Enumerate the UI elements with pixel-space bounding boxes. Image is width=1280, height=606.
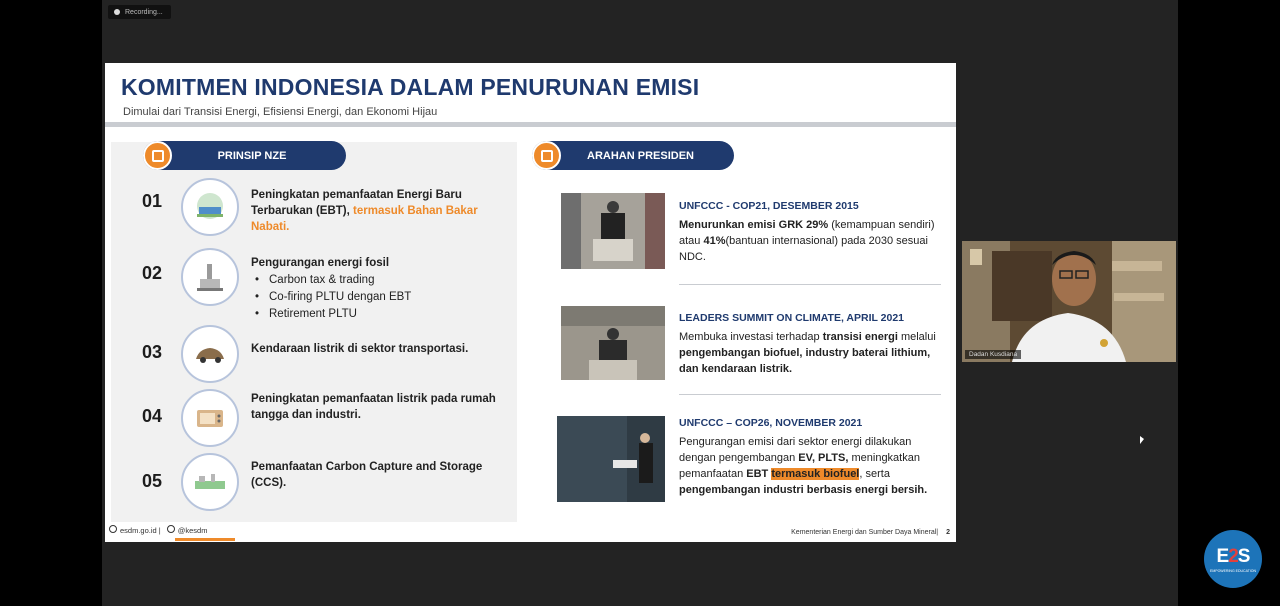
page-number: 2 (946, 529, 950, 536)
arahan-heading: LEADERS SUMMIT ON CLIMATE, APRIL 2021 (679, 312, 904, 324)
arahan-item (679, 198, 941, 265)
bullet-item: • Co-firing PLTU dengan EBT (251, 289, 507, 306)
slide-title: KOMITMEN INDONESIA DALAM PENURUNAN EMISI (121, 74, 700, 100)
ccs-facility-icon (181, 453, 239, 511)
highlight-biofuel: termasuk biofuel (771, 468, 860, 480)
arahan-body: Membuka investasi terhadap transisi energi melalui pengembangan biofuel, industry baterai lithium, dan kendaraan listrik. (679, 331, 936, 375)
nze-pill-label: PRINSIP NZE (217, 149, 287, 162)
nze-number: 02 (142, 263, 163, 283)
recording-indicator (108, 5, 171, 19)
slide-footer-left (109, 525, 207, 535)
nze-pill (143, 141, 346, 170)
logo-text: E2S (1216, 545, 1250, 567)
footer-web: esdm.go.id | (109, 525, 161, 535)
recording-label: Recording... (125, 8, 163, 16)
nze-bullets (251, 272, 507, 323)
logo-tagline: EMPOWERING EDUCATION (1209, 568, 1257, 573)
participant-name: Dadan Kusdiana (965, 350, 1021, 359)
shared-slide (105, 63, 956, 542)
arahan-divider (679, 284, 941, 285)
cop26-photo (557, 416, 665, 502)
electric-car-icon (181, 325, 239, 383)
nze-text: Kendaraan listrik di sektor transportasi. (251, 343, 469, 355)
mouse-cursor-icon (1140, 436, 1144, 444)
nze-number: 05 (142, 471, 163, 491)
record-icon (114, 9, 120, 15)
nze-number: 01 (142, 191, 163, 211)
nze-text-main: Peningkatan pemanfaatan Energi Baru Terbarukan (EBT), (251, 189, 462, 217)
footer-ig: @kesdm (167, 525, 208, 535)
arahan-item (679, 310, 941, 377)
document-icon (532, 141, 561, 170)
document-icon (143, 141, 172, 170)
nze-text: Peningkatan pemanfaatan listrik pada rumah tangga dan industri. (251, 393, 496, 421)
arahan-heading: UNFCCC - COP21, DESEMBER 2015 (679, 200, 859, 212)
arahan-item (679, 415, 941, 498)
arahan-body: Menurunkan emisi GRK 29% (kemampuan sendiri) atau 41%(bantuan internasional) pada 2030 sesuai NDC. (679, 219, 935, 263)
participant-video[interactable] (962, 241, 1176, 362)
power-plant-icon (181, 248, 239, 306)
slide-footer-right: Kementerian Energi dan Sumber Daya Mineral| 2 (791, 529, 950, 536)
bullet-item: • Carbon tax & trading (251, 272, 507, 289)
letterbox-right (1178, 0, 1280, 606)
title-divider (105, 122, 956, 127)
appliance-icon (181, 389, 239, 447)
solar-panel-icon (181, 178, 239, 236)
cop21-photo (561, 193, 665, 269)
nze-text-main: Pengurangan energi fosil (251, 257, 390, 269)
nze-text (251, 187, 507, 235)
bullet-item: • Retirement PLTU (251, 306, 507, 323)
nze-number: 03 (142, 342, 163, 362)
nze-number: 04 (142, 406, 163, 426)
footer-accent (175, 538, 235, 541)
globe-icon (109, 525, 117, 533)
arahan-body: Pengurangan emisi dari sektor energi dilakukan dengan pengembangan EV, PLTS, meningkatkan pemanfaatan EBT termasuk biofuel, serta pengembangan industri berbasis energi bersih. (679, 436, 928, 496)
arahan-pill (532, 141, 734, 170)
nze-text (251, 255, 507, 323)
nze-text: Pemanfaatan Carbon Capture and Storage (CCS). (251, 461, 483, 489)
instagram-icon (167, 525, 175, 533)
e2s-logo (1204, 530, 1262, 588)
letterbox-left (0, 0, 102, 606)
arahan-pill-label: ARAHAN PRESIDEN (587, 149, 694, 162)
leaders-summit-photo (561, 306, 665, 380)
slide-subtitle: Dimulai dari Transisi Energi, Efisiensi Energi, dan Ekonomi Hijau (123, 106, 438, 118)
arahan-heading: UNFCCC – COP26, NOVEMBER 2021 (679, 417, 863, 429)
nze-text-highlight: termasuk Bahan Bakar Nabati. (251, 205, 478, 233)
arahan-divider (679, 394, 941, 395)
